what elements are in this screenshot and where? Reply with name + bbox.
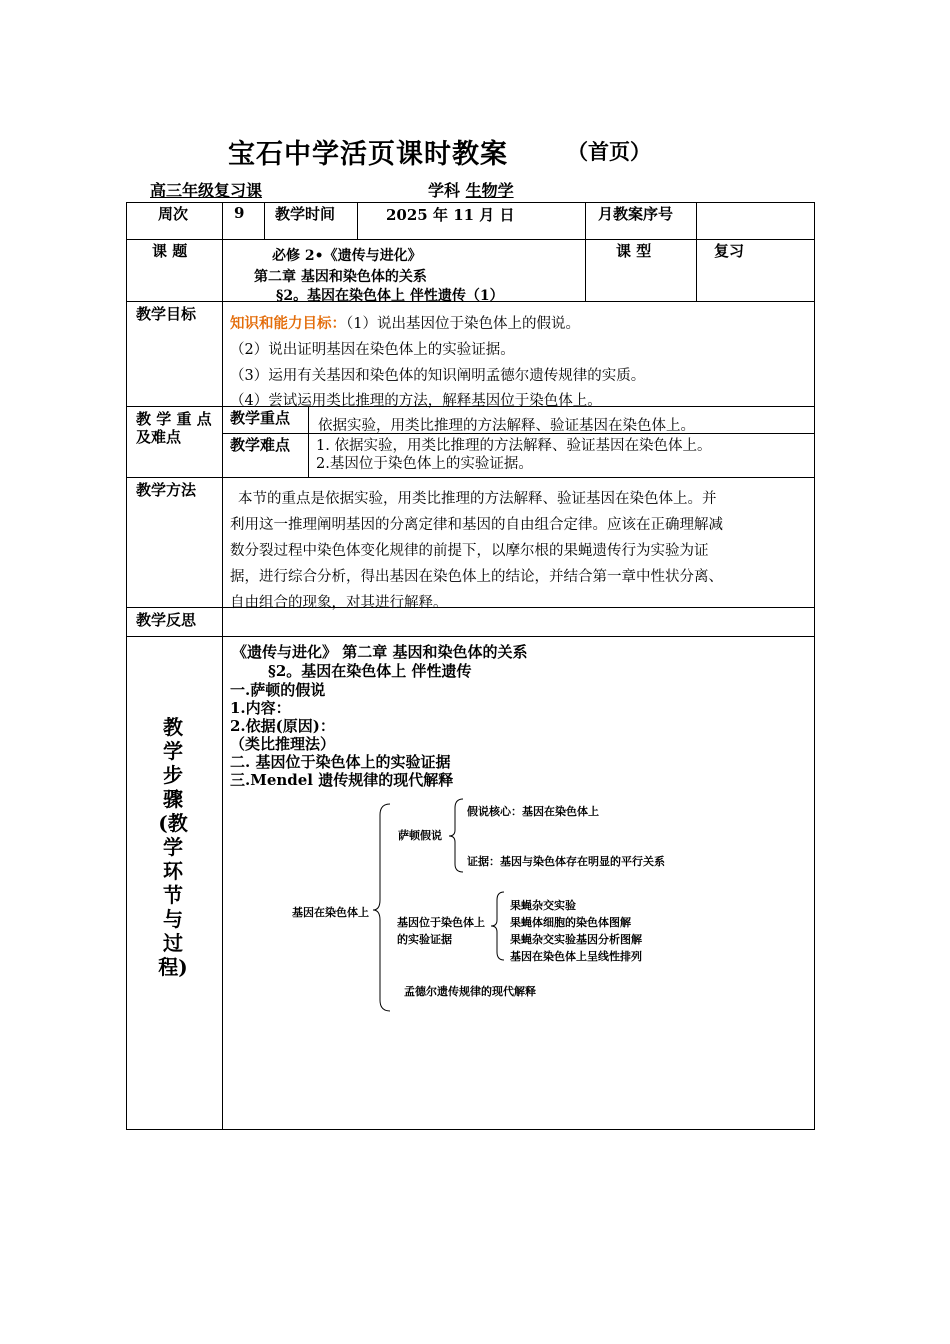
topic-line-2: 第二章 基因和染色体的关系	[254, 269, 427, 285]
method-label: 教学方法	[136, 481, 197, 499]
mindmap-branch-2-line-2: 的实验证据	[397, 933, 452, 946]
topic-label: 课 题	[152, 242, 188, 260]
lesson-sequence-label: 月教案序号	[598, 205, 674, 223]
document-title: 宝石中学活页课时教案	[228, 139, 508, 170]
mindmap-b2-leaf-4: 基因在染色体上呈线性排列	[510, 950, 642, 963]
mindmap-branch-1: 萨顿假说	[398, 829, 442, 842]
mindmap-b2-leaf-1: 果蝇杂交实验	[510, 899, 576, 912]
document-title-suffix: （首页）	[567, 139, 651, 164]
teaching-time-value: 2025 年 11 月 日	[386, 206, 515, 224]
steps-line-2: §2。基因在染色体上 伴性遗传	[268, 662, 472, 680]
objectives-lead: 知识和能力目标：	[230, 315, 346, 332]
mindmap-root-brace	[373, 804, 390, 1011]
steps-line-4: 1.内容：	[230, 699, 291, 717]
grade-label: 高三年级复习课	[150, 181, 263, 200]
mindmap-b1-leaf-2: 证据：基因与染色体存在明显的平行关系	[467, 855, 665, 868]
subject-label: 学科	[428, 181, 461, 200]
steps-line-3: 一.萨顿的假说	[230, 681, 326, 699]
reflection-label: 教学反思	[136, 611, 197, 629]
mindmap-b2-leaf-3: 果蝇杂交实验基因分析图解	[510, 933, 642, 946]
mindmap-b2-leaf-2: 果蝇体细胞的染色体图解	[510, 916, 631, 929]
method-line-3: 数分裂过程中染色体变化规律的前提下，以摩尔根的果蝇遗传行为实验为证	[230, 543, 709, 559]
objectives-item-2: （2）说出证明基因在染色体上的实验证据。	[230, 342, 515, 358]
steps-line-7: 二. 基因位于染色体上的实验证据	[230, 753, 451, 771]
key-point-label: 教学重点	[230, 409, 291, 427]
mindmap-branch2-brace	[491, 892, 504, 960]
week-value: 9	[234, 204, 245, 222]
lesson-type-label: 课 型	[616, 242, 652, 260]
steps-line-5: 2.依据(原因)：	[230, 717, 335, 735]
steps-line-8: 三.Mendel 遗传规律的现代解释	[230, 771, 454, 789]
subject-value: 生物学	[465, 181, 514, 200]
method-line-2: 利用这一推理阐明基因的分离定律和基因的自由组合定律。应该在正确理解减	[230, 517, 723, 533]
mindmap-branch-3: 孟德尔遗传规律的现代解释	[404, 985, 536, 998]
mindmap-b1-leaf-1: 假说核心：基因在染色体上	[467, 805, 599, 818]
key-point-value: 依据实验，用类比推理的方法解释、验证基因在染色体上。	[318, 418, 695, 434]
objectives-item-1: 知识和能力目标：（1）说出基因位于染色体上的假说。	[230, 315, 580, 332]
difficulty-line-2: 2.基因位于染色体上的实验证据。	[316, 456, 533, 472]
topic-line-1: 必修 2•《遗传与进化》	[272, 248, 422, 264]
steps-line-1: 《遗传与进化》 第二章 基因和染色体的关系	[232, 643, 528, 661]
difficulty-label: 教学难点	[230, 436, 291, 454]
objectives-label: 教学目标	[136, 305, 197, 323]
mindmap-branch-2-line-1: 基因位于染色体上	[397, 916, 485, 929]
mindmap-branch1-brace	[449, 799, 463, 872]
method-line-5: 自由组合的现象，对其进行解释。	[230, 595, 448, 611]
topic-line-3: §2。基因在染色体上 伴性遗传（1）	[276, 288, 504, 304]
mindmap-root: 基因在染色体上	[292, 906, 369, 919]
teaching-time-label: 教学时间	[275, 205, 336, 223]
key-points-label-2: 及难点	[136, 428, 182, 446]
objectives-item-4: （4）尝试运用类比推理的方法，解释基因位于染色体上。	[230, 393, 602, 409]
objectives-item-3: （3）运用有关基因和染色体的知识阐明孟德尔遗传规律的实质。	[230, 368, 646, 384]
week-label: 周次	[158, 205, 189, 223]
method-line-4: 据，进行综合分析，得出基因在染色体上的结论，并结合第一章中性状分离、	[230, 569, 723, 585]
key-points-label-1: 教 学 重 点	[136, 410, 212, 428]
difficulty-line-1: 1. 依据实验，用类比推理的方法解释、验证基因在染色体上。	[316, 438, 712, 454]
steps-label: 教学步骤(教学环节与过程)	[158, 715, 188, 979]
lesson-type-value: 复习	[714, 242, 745, 260]
method-line-1: 本节的重点是依据实验，用类比推理的方法解释、验证基因在染色体上。并	[238, 491, 717, 507]
steps-line-6: （类比推理法）	[230, 735, 336, 753]
